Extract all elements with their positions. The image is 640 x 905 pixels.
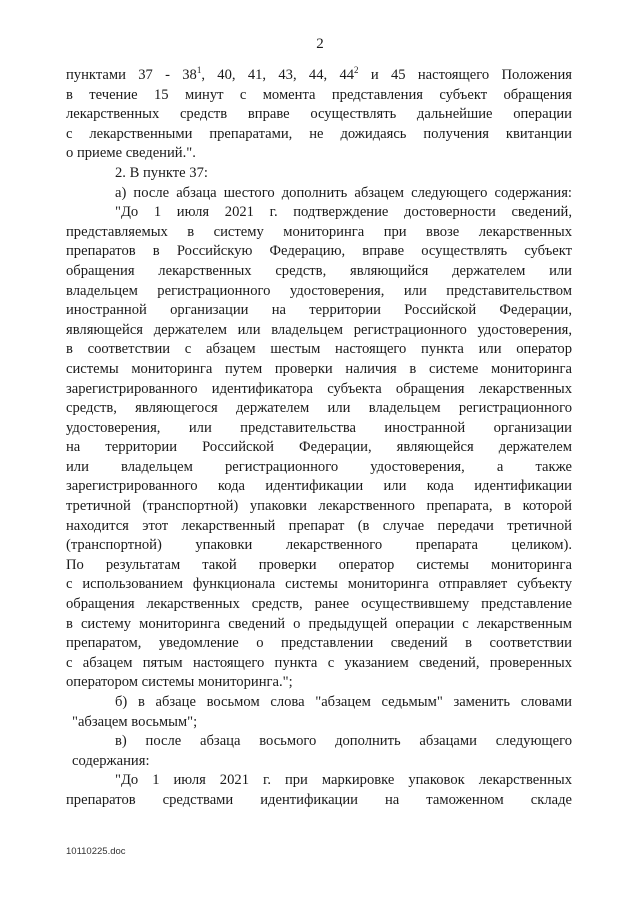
- text-line: системы мониторинга путем проверки наличия в системе мониторинга: [66, 360, 572, 377]
- text-line: в соответствии с абзацем шестым настоящего пункта или оператор: [66, 341, 572, 358]
- text-line: владельцем регистрационного удостоверения, или представительством: [66, 282, 572, 299]
- page-number: 2: [316, 36, 324, 52]
- text-line: [66, 66, 572, 86]
- text-line: удостоверения, или представительства иностранной организации: [66, 419, 572, 436]
- text-line: представляемых в систему мониторинга при ввозе лекарственных: [66, 223, 572, 240]
- text-line: б) в абзаце восьмом слова "абзацем седьмым" заменить словами: [115, 694, 572, 710]
- text-line: препаратом, уведомление о представлении сведений в соответствии: [66, 635, 572, 652]
- text-line: содержания:: [72, 752, 150, 769]
- text-line: с использованием функционала системы мониторинга отправляет субъекту: [66, 576, 572, 593]
- text-line: а) после абзаца шестого дополнить абзацем следующего содержания:: [115, 184, 572, 201]
- text-line: зарегистрированного кода идентификации или кода идентификации: [66, 478, 572, 495]
- text-line: иностранной организации на территории Российской Федерации,: [66, 302, 572, 319]
- text-line: препаратов в Российскую Федерацию, вправе осуществлять субъект: [66, 243, 572, 260]
- text-line: или владельцем регистрационного удостоверения, а также: [66, 458, 572, 475]
- text-line: о приеме сведений.".: [66, 145, 196, 162]
- text-line: "До 1 июля 2021 г. при маркировке упаковок лекарственных: [115, 772, 572, 789]
- text-line: с абзацем пятым настоящего пункта с указанием сведений, проверенных: [66, 654, 572, 671]
- text-fragment: пунктами 37 - 38: [66, 67, 197, 83]
- text-line: (транспортной) упаковки лекарственного препарата целиком).: [66, 537, 572, 554]
- text-line: зарегистрированного идентификатора субъекта обращения лекарственных: [66, 380, 572, 397]
- text-fragment: , 40, 41, 43, 44, 44: [201, 67, 355, 83]
- text-line: лекарственных средств вправе осуществлять дальнейшие операции: [66, 106, 572, 123]
- file-code-footer: 10110225.doc: [66, 846, 126, 857]
- text-line: По результатам такой проверки оператор системы мониторинга: [66, 556, 572, 573]
- document-body: [66, 66, 572, 811]
- superscript: 1: [196, 65, 202, 75]
- text-line: оператором системы мониторинга.";: [66, 674, 293, 691]
- text-line: в систему мониторинга сведений о предыдущей операции с лекарственным: [66, 615, 572, 632]
- text-fragment: и 45 настоящего Положения: [358, 67, 573, 83]
- text-line: в течение 15 минут с момента представления субъект обращения: [66, 86, 572, 103]
- text-line: с лекарственными препаратами, не дожидаясь получения квитанции: [66, 125, 572, 142]
- text-line: в) после абзаца восьмого дополнить абзацами следующего: [115, 733, 572, 750]
- text-line: обращения лекарственных средств, ранее осуществившему представление: [66, 596, 572, 613]
- text-line: на территории Российской Федерации, являющейся держателем: [66, 439, 572, 456]
- text-line: являющейся держателем или владельцем регистрационного удостоверения,: [66, 321, 572, 338]
- text-line: 2. В пункте 37:: [115, 164, 208, 181]
- text-line: обращения лекарственных средств, являющийся держателем или: [66, 262, 572, 279]
- text-line: препаратов средствами идентификации на таможенном складе: [66, 791, 572, 808]
- text-line: "До 1 июля 2021 г. подтверждение достоверности сведений,: [115, 204, 572, 221]
- superscript: 2: [354, 65, 359, 75]
- text-line: "абзацем восьмым";: [72, 713, 198, 730]
- text-line: средств, являющегося держателем или владельцем регистрационного: [66, 400, 572, 417]
- text-line: находится этот лекарственный препарат (в случае передачи третичной: [66, 517, 572, 534]
- text-line: третичной (транспортной) упаковки лекарственного препарата, в которой: [66, 498, 572, 515]
